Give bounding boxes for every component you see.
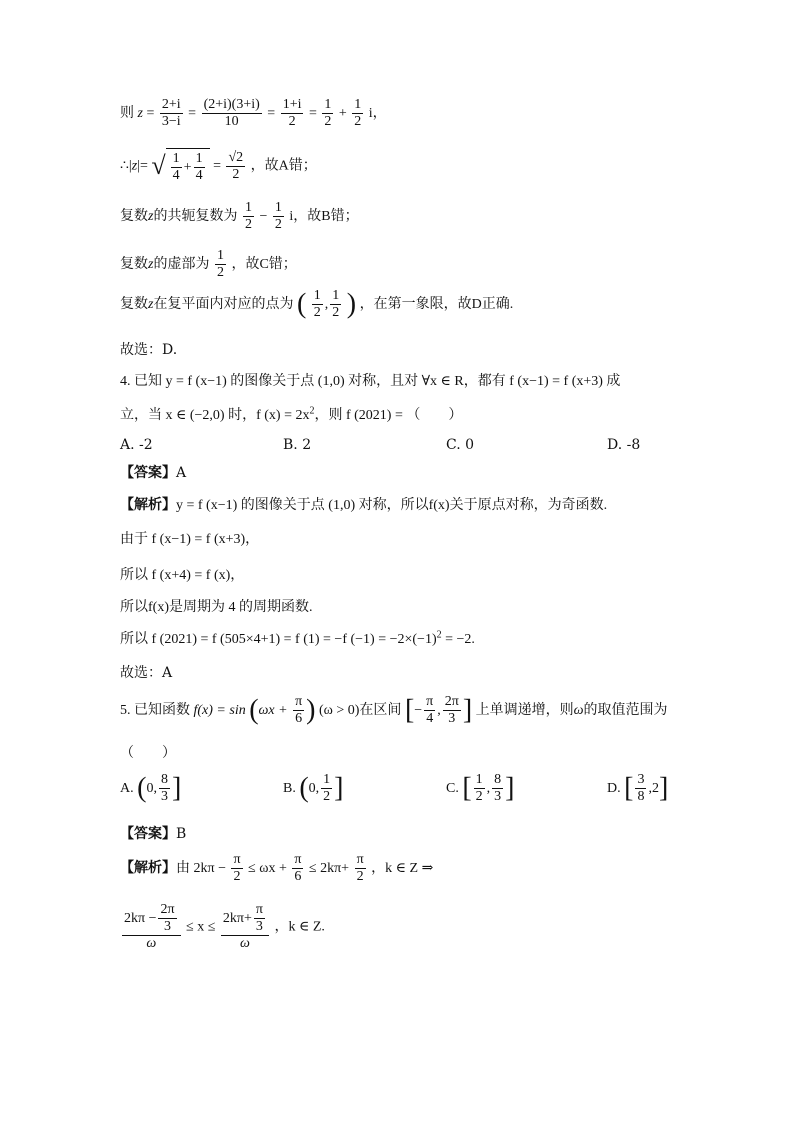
q4-stem-line1: 4. 已知 y = f (x−1) 的图像关于点 (1,0) 对称，且对 ∀x ∈ R，都有 f (x−1) = f (x+3) 成 xyxy=(120,374,621,389)
q5-analysis-line2: 2kπ − $\frac{2\pi}{3}$ ω ≤ x ≤ 2kπ+ $\frac{\pi}{3}$ ω ，k ∈ Z. xyxy=(124,902,325,952)
q5-option-a: A. (0, $\frac{8}{3}$ ] xyxy=(120,772,182,805)
q4-option-c: C. 0 xyxy=(446,437,475,453)
q4-option-b: B. 2 xyxy=(283,437,312,453)
solution-line-modulus: ∴|z|= √ $\frac{1}{4}$ + $\frac{1}{4}$ = $\frac{√2}{2}$ ，故A错； xyxy=(120,149,317,184)
q4-analysis-line2: 由于 f (x−1) = f (x+3)， xyxy=(120,532,260,547)
solution-line-imaginary-part: 复数z的虚部为 $\frac{1}{2}$ ，故C错； xyxy=(120,248,297,281)
fraction: 2kπ+ $\frac{\pi}{3}$ ω xyxy=(221,902,269,952)
square-root: √ $\frac{1}{4}$ + $\frac{1}{4}$ xyxy=(151,148,209,184)
q4-analysis-line1: 【解析】y = f (x−1) 的图像关于点 (1,0) 对称，所以f(x)关于原点对称，为奇函数. xyxy=(120,498,608,513)
fraction: 2kπ − $\frac{2\pi}{3}$ ω xyxy=(122,902,181,952)
q5-analysis-line1: 【解析】由 2kπ − $\frac{\pi}{2}$ ≤ ωx + $\frac{\pi}{6}$ ≤ 2kπ+ $\frac{\pi}{2}$ ，k ∈ Z ⇒ xyxy=(120,852,434,885)
q4-answer-choice: 故选：A xyxy=(120,665,173,681)
q4-stem-line2: 立，当 x ∈ (−2,0) 时，f $(x) = 2x^2$，则 f (2021) = （ ） xyxy=(120,405,463,423)
fraction: $\frac{1}{2}$ xyxy=(324,97,332,130)
q5-option-c: C. [ $\frac{1}{2}$ , $\frac{8}{3}$ ] xyxy=(446,772,515,805)
q5-option-b: B. (0, $\frac{1}{2}$ ] xyxy=(283,772,344,805)
q4-analysis-line4: 所以f(x)是周期为 4 的周期函数. xyxy=(120,600,313,615)
q4-analysis-line3: 所以 f (x+4) = f (x)， xyxy=(120,568,245,583)
fraction: $\frac{2+i}{3-i}$ xyxy=(161,97,181,130)
q5-stem: 5. 已知函数 f(x) = sin (ωx + $\frac{\pi}{6}$ ) (ω > 0)在区间 [− $\frac{\pi}{4}$ , $\frac{2\pi}{3}$ ] 上单调递增，则ω的取值范围为 xyxy=(120,694,668,727)
fraction: $\frac{1+i}{2}$ xyxy=(282,97,302,130)
q4-option-a: A. -2 xyxy=(120,437,153,453)
fraction: $\frac{(2+i)(3+i)}{10}$ xyxy=(203,97,260,130)
q4-answer: 【答案】A xyxy=(120,465,187,481)
q4-analysis-line5: 所以 f (2021) = f (505×4+1) = f (1) = −f $(-1) = -2\times(-1)^2 = -2$. xyxy=(120,629,475,647)
q4-option-d: D. -8 xyxy=(607,437,641,453)
q5-option-d: D. [ $\frac{3}{8}$ ,2] xyxy=(607,772,669,805)
answer-choice-line: 故选：D. xyxy=(120,342,178,358)
solution-line-conjugate: 复数z的共轭复数为 $\frac{1}{2}$ − $\frac{1}{2}$ i，故B错； xyxy=(120,200,359,233)
q5-answer: 【答案】B xyxy=(120,826,187,842)
solution-line-z-value: 则 z = $\frac{2+i}{3-i}$ = $\frac{(2+i)(3+i)}{10}$ = $\frac{1+i}{2}$ = $\frac{1}{2}$ + $\frac{1}{2}$ i， xyxy=(120,97,387,130)
fraction: $\frac{1}{2}$ xyxy=(354,97,362,130)
fraction: $\frac{√2}{2}$ xyxy=(228,149,244,182)
q5-blank: （ ） xyxy=(120,745,176,761)
solution-line-point: 复数z在复平面内对应的点为 ( $\frac{1}{2}$ , $\frac{1}{2}$ ) ，在第一象限，故D正确. xyxy=(120,288,514,321)
